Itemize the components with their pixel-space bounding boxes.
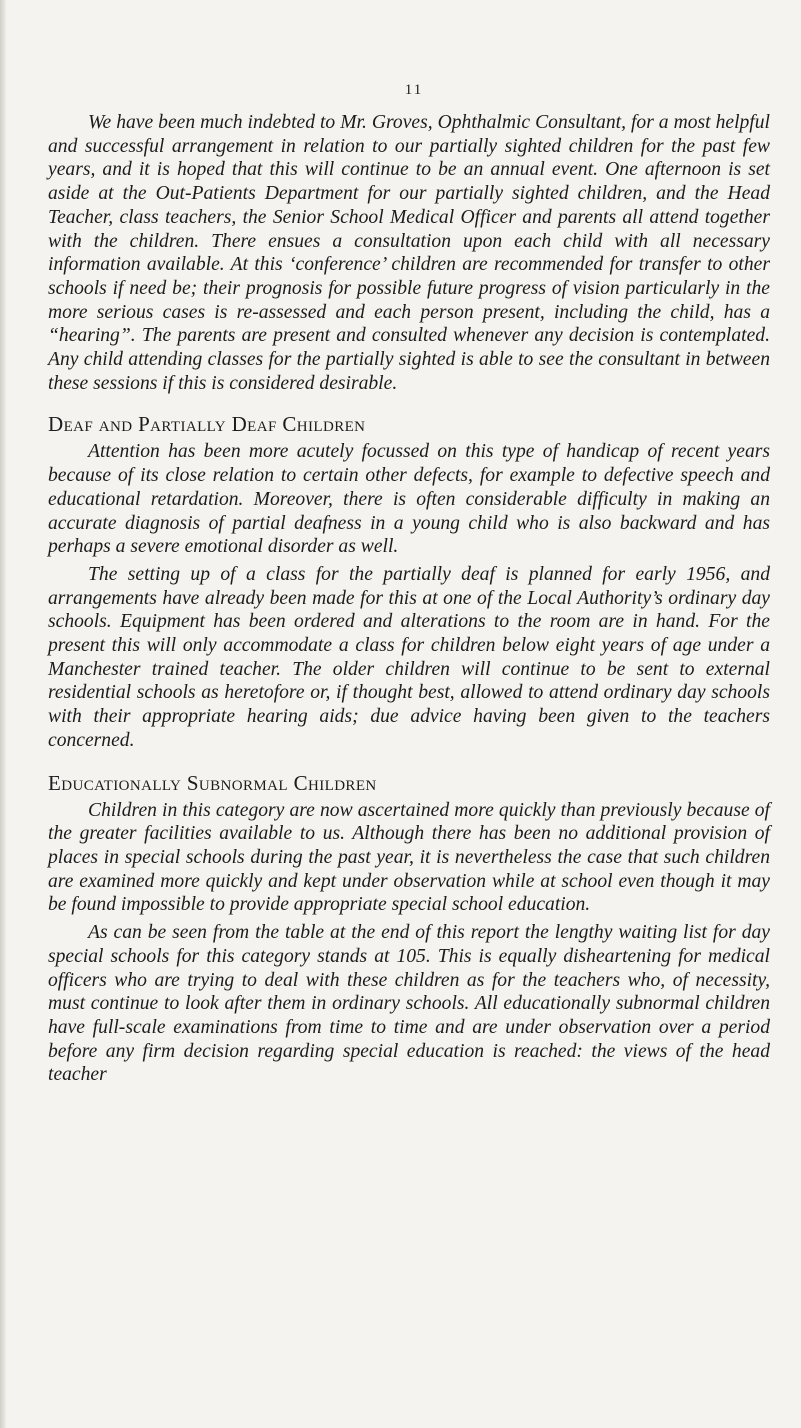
page-edge-shadow xyxy=(0,0,6,1428)
section-heading-educationally-subnormal: Educationally Subnormal Children xyxy=(48,770,377,795)
deaf-paragraph-1: Attention has been more acutely focussed on this type of handicap of recent years because of its close relation to certain other defects, for example to defective speech and educational retardation. Moreover, there is often considerable difficulty in making an accurate diagnosis of partial deafness in a young child who is also backward and has perhaps a severe emotional disorder as well. xyxy=(48,441,770,558)
esn-paragraph-2: As can be seen from the table at the end of this report the lengthy waiting list for day special schools for this category stands at 105. This is equally disheartening for medical officers who are trying to deal with these children as for the teachers who, of necessity, must continue to look after them in ordinary schools. All educationally subnormal children have full-scale examinations from time to time and are under observation over a period before any firm decision regarding special education is reached: the views of the head teacher xyxy=(48,922,770,1086)
deaf-paragraph-2: The setting up of a class for the partially deaf is planned for early 1956, and arrangements have already been made for this at one of the Local Authority’s ordinary day schools. Equipment has been ordered and alterations to the room are in hand. For the present this will only accommodate a class for children below eight years of age under a Manchester trained teacher. The older children will continue to be sent to external residential schools as heretofore or, if thought best, allowed to attend ordinary day schools with their appropriate hearing aids; due advice having been given to the teachers concerned. xyxy=(48,563,770,751)
intro-paragraph: We have been much indebted to Mr. Groves, Ophthalmic Consultant, for a most helpful and successful arrangement in relation to our partially sighted children for the past few years, and it is hoped that this will continue to be an annual event. One afternoon is set aside at the Out-Patients Department for our partially sighted children, and the Head Teacher, class teachers, the Senior School Medical Officer and parents all attend together with the children. There ensues a consultation upon each child with all necessary information available. At this ‘conference’ children are recommended for transfer to other schools if need be; their prognosis for possible future progress of vision particularly in the more serious cases is re-assessed and each person present, including the child, has a “hearing”. The parents are present and consulted whenever any decision is contemplated. Any child attending classes for the partially sighted is able to see the consultant in between these sessions if this is considered desirable. xyxy=(48,112,770,394)
document-page xyxy=(48,82,770,1087)
section-heading-deaf: Deaf and Partially Deaf Children xyxy=(48,412,366,437)
esn-paragraph-1: Children in this category are now ascertained more quickly than previously because of the greater facilities available to us. Although there has been no additional provision of places in special schools during the past year, it is nevertheless the case that such children are examined more quickly and kept under observation while at school even though it may be found impossible to provide appropriate special school education. xyxy=(48,799,770,916)
page-number: 11 xyxy=(404,82,424,98)
